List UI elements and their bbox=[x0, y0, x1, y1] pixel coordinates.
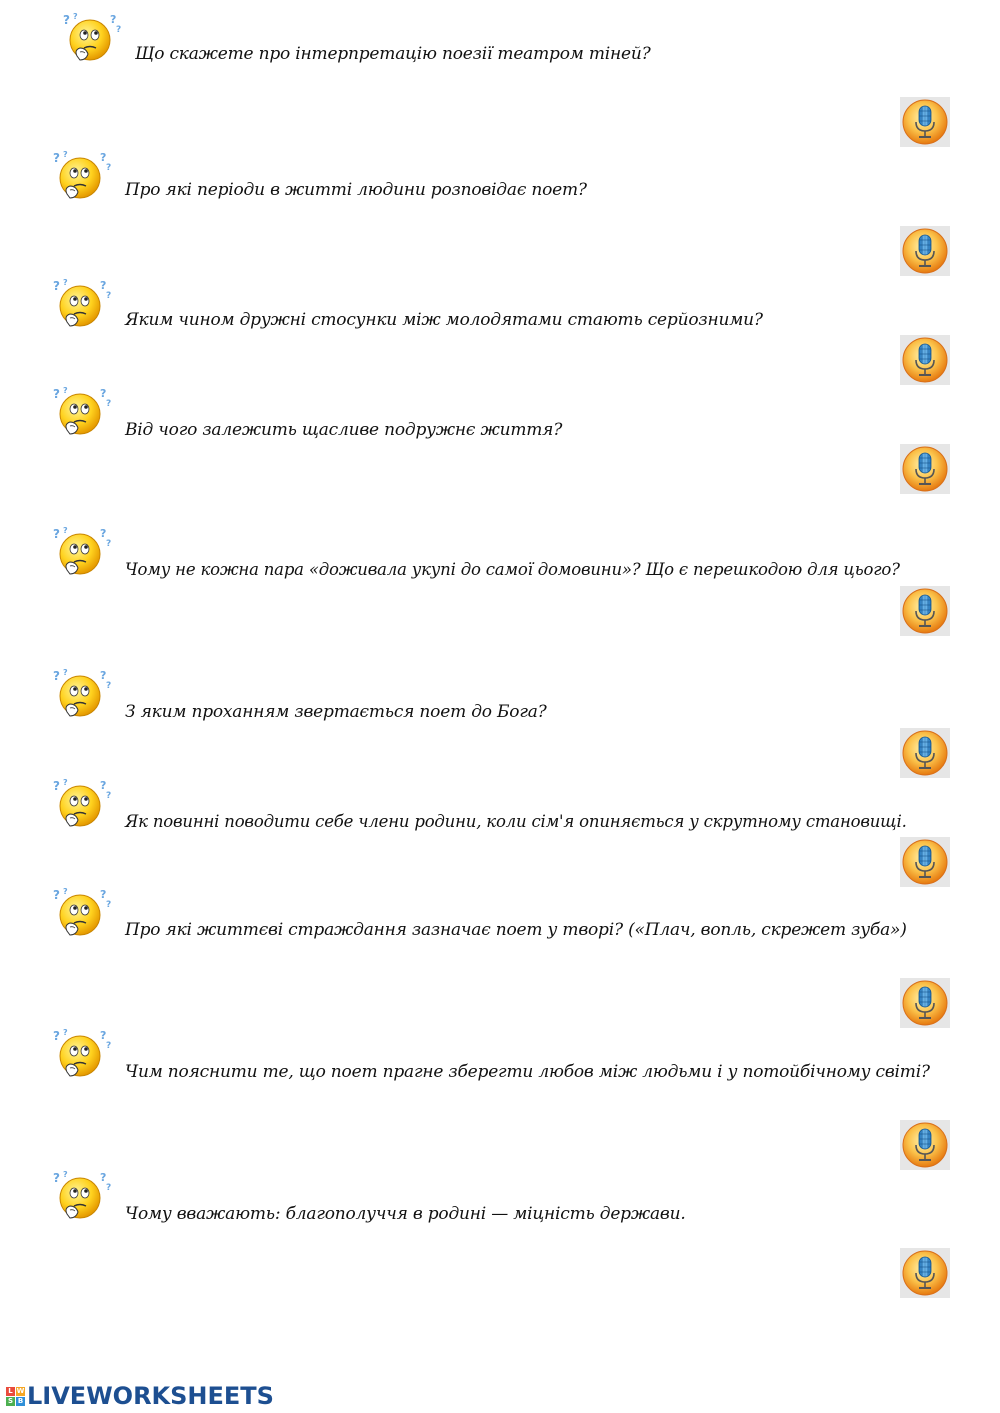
thinking-smiley-icon bbox=[50, 276, 112, 332]
logo-block: B bbox=[17, 1396, 24, 1405]
question-text: Що скажете про інтерпретацію поезії театром тіней? bbox=[135, 44, 651, 64]
record-answer-button[interactable] bbox=[900, 444, 950, 494]
logo-block: S bbox=[7, 1396, 14, 1405]
record-answer-button[interactable] bbox=[900, 837, 950, 887]
thinking-smiley-icon bbox=[50, 148, 112, 204]
thinking-smiley-icon bbox=[50, 666, 112, 722]
record-answer-button[interactable] bbox=[900, 97, 950, 147]
record-answer-button[interactable] bbox=[900, 335, 950, 385]
record-answer-button[interactable] bbox=[900, 1120, 950, 1170]
question-text: Яким чином дружні стосунки між молодятами стають серйозними? bbox=[125, 310, 763, 330]
question-text: Чим пояснити те, що поет прагне зберегти любов між людьми і у потойбічному світі? bbox=[125, 1062, 930, 1082]
logo-block: L bbox=[6, 1387, 15, 1396]
question-text: Про які періоди в житті людини розповідає поет? bbox=[125, 180, 587, 200]
record-answer-button[interactable] bbox=[900, 586, 950, 636]
question-text: Про які життєві страждання зазначає поет у творі? («Плач, вопль, скрежет зуба») bbox=[125, 920, 907, 940]
thinking-smiley-icon bbox=[50, 524, 112, 580]
logo-text: LIVEWORKSHEETS bbox=[27, 1382, 274, 1410]
question-text: Чому вважають: благополуччя в родині — міцність держави. bbox=[125, 1204, 686, 1224]
logo-block: W bbox=[16, 1386, 25, 1395]
record-answer-button[interactable] bbox=[900, 978, 950, 1028]
thinking-smiley-icon bbox=[50, 885, 112, 941]
liveworksheets-logo[interactable] bbox=[6, 1381, 274, 1411]
thinking-smiley-icon bbox=[50, 1026, 112, 1082]
question-text: З яким проханням звертається поет до Бога? bbox=[125, 702, 547, 722]
question-text: Чому не кожна пара «доживала укупі до самої домовини»? Що є перешкодою для цього? bbox=[125, 560, 900, 579]
thinking-smiley-icon bbox=[50, 776, 112, 832]
microphone-icon bbox=[900, 586, 950, 636]
record-answer-button[interactable] bbox=[900, 728, 950, 778]
microphone-icon bbox=[900, 1248, 950, 1298]
microphone-icon bbox=[900, 1120, 950, 1170]
microphone-icon bbox=[900, 335, 950, 385]
microphone-icon bbox=[900, 728, 950, 778]
record-answer-button[interactable] bbox=[900, 1248, 950, 1298]
thinking-smiley-icon bbox=[50, 1168, 112, 1224]
question-text: Як повинні поводити себе члени родини, коли сім'я опиняється у скрутному становищі. bbox=[125, 812, 907, 831]
microphone-icon bbox=[900, 226, 950, 276]
microphone-icon bbox=[900, 978, 950, 1028]
logo-blocks-icon bbox=[6, 1387, 25, 1406]
microphone-icon bbox=[900, 837, 950, 887]
thinking-smiley-icon bbox=[50, 384, 112, 440]
microphone-icon bbox=[900, 97, 950, 147]
record-answer-button[interactable] bbox=[900, 226, 950, 276]
microphone-icon bbox=[900, 444, 950, 494]
question-text: Від чого залежить щасливе подружнє життя? bbox=[125, 420, 563, 440]
